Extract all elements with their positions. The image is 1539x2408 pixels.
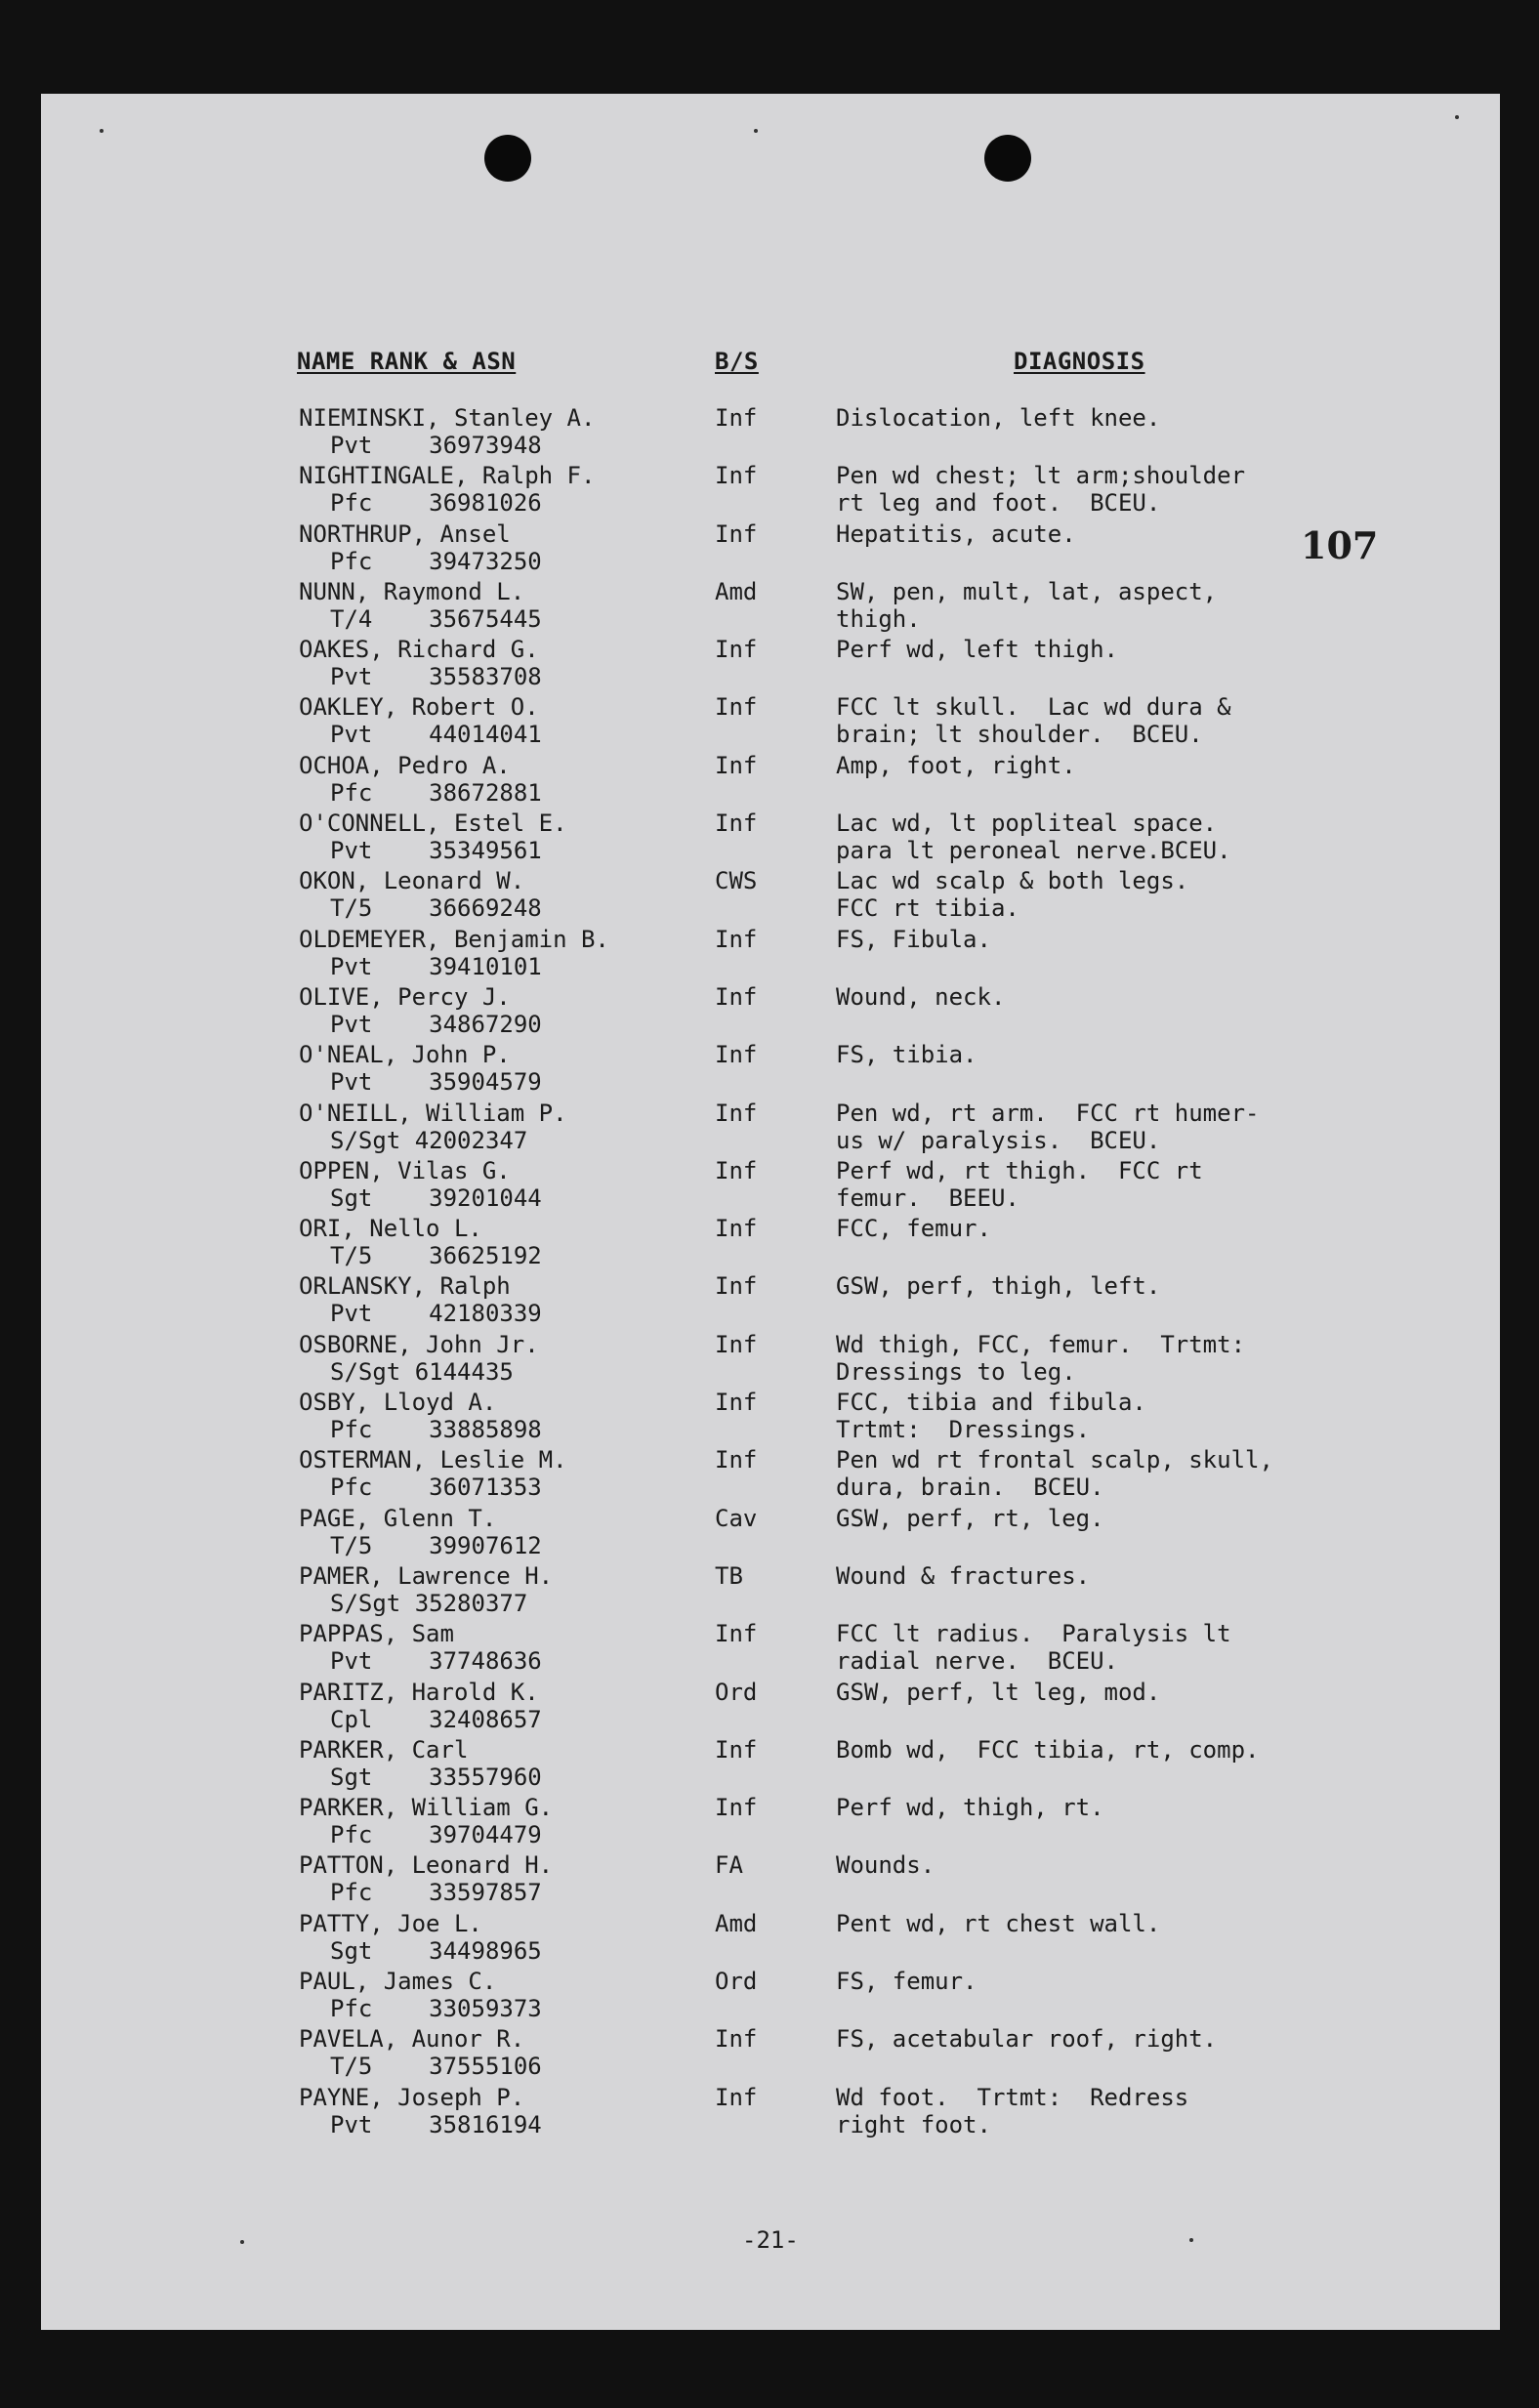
entry-name: NORTHRUP, Ansel bbox=[299, 519, 511, 548]
entry-diagnosis-line2: rt leg and foot. BCEU. bbox=[836, 489, 1161, 518]
roster-entry bbox=[41, 1505, 1500, 1562]
roster-entry bbox=[41, 520, 1500, 578]
entry-rank-asn: Pvt 42180339 bbox=[330, 1300, 542, 1328]
entry-branch: Inf bbox=[715, 1389, 758, 1417]
entry-diagnosis-line1: Wound & fractures. bbox=[836, 1561, 1091, 1590]
entry-rank-asn: Pfc 39473250 bbox=[330, 547, 542, 575]
entry-name: PATTY, Joe L. bbox=[299, 1909, 482, 1937]
entry-rank-asn: S/Sgt 6144435 bbox=[330, 1357, 514, 1386]
entry-name: PAUL, James C. bbox=[299, 1968, 497, 1996]
entry-branch: Inf bbox=[715, 810, 758, 838]
entry-diagnosis-line1: GSW, perf, thigh, left. bbox=[836, 1272, 1161, 1301]
column-header-bs: B/S bbox=[715, 348, 759, 375]
entry-branch: Inf bbox=[715, 1272, 758, 1301]
roster-entry bbox=[41, 1910, 1500, 1968]
speck bbox=[240, 2240, 244, 2244]
roster-entry bbox=[41, 1272, 1500, 1330]
roster-entry bbox=[41, 1446, 1500, 1504]
entry-rank-asn: Pvt 36973948 bbox=[330, 432, 542, 459]
entry-rank-asn: Cpl 32408657 bbox=[330, 1705, 542, 1733]
entry-diagnosis-line1: Wounds. bbox=[836, 1851, 936, 1880]
entry-diagnosis-line1: Perf wd, left thigh. bbox=[836, 636, 1118, 664]
entry-branch: Inf bbox=[715, 1794, 758, 1822]
entry-diagnosis-line2: right foot. bbox=[836, 2110, 991, 2138]
entry-diagnosis-line2: FCC rt tibia. bbox=[836, 894, 1019, 923]
entry-branch: Inf bbox=[715, 1156, 758, 1184]
entry-branch: Inf bbox=[715, 636, 758, 664]
entry-branch: Cav bbox=[715, 1504, 758, 1532]
entry-diagnosis-line1: FCC, femur. bbox=[836, 1215, 991, 1243]
entry-name: ORLANSKY, Ralph bbox=[299, 1272, 511, 1301]
page-stamp-number: 107 bbox=[1301, 523, 1379, 567]
entry-name: NIEMINSKI, Stanley A. bbox=[299, 404, 596, 432]
entry-diagnosis-line1: FS, acetabular roof, right. bbox=[836, 2025, 1218, 2054]
entry-diagnosis-line1: Perf wd, rt thigh. FCC rt bbox=[836, 1156, 1203, 1184]
entry-rank-asn: Pfc 33885898 bbox=[330, 1416, 542, 1444]
entry-name: PAMER, Lawrence H. bbox=[299, 1561, 554, 1590]
roster-entry bbox=[41, 926, 1500, 983]
entry-rank-asn: Pvt 39410101 bbox=[330, 952, 542, 980]
roster-entry bbox=[41, 1736, 1500, 1794]
entry-rank-asn: Pfc 36071353 bbox=[330, 1474, 542, 1502]
entry-branch: Inf bbox=[715, 693, 758, 722]
entry-name: O'CONNELL, Estel E. bbox=[299, 810, 567, 838]
entry-rank-asn: T/4 35675445 bbox=[330, 604, 542, 633]
entry-diagnosis-line2: us w/ paralysis. BCEU. bbox=[836, 1126, 1161, 1154]
speck bbox=[1189, 2238, 1193, 2242]
entry-rank-asn: Pvt 34867290 bbox=[330, 1010, 542, 1038]
entry-diagnosis-line1: FS, tibia. bbox=[836, 1041, 977, 1069]
speck bbox=[100, 129, 104, 133]
entry-branch: Inf bbox=[715, 925, 758, 953]
roster-entry bbox=[41, 1215, 1500, 1272]
entry-diagnosis-line2: Trtmt: Dressings. bbox=[836, 1416, 1091, 1444]
roster-list bbox=[41, 404, 1500, 2141]
entry-diagnosis-line2: Dressings to leg. bbox=[836, 1357, 1076, 1386]
entry-diagnosis-line1: Lac wd, lt popliteal space. bbox=[836, 810, 1218, 838]
entry-diagnosis-line1: Lac wd scalp & both legs. bbox=[836, 867, 1189, 895]
speck bbox=[1455, 115, 1459, 119]
entry-diagnosis-line1: Hepatitis, acute. bbox=[836, 519, 1076, 548]
entry-diagnosis-line2: brain; lt shoulder. BCEU. bbox=[836, 721, 1203, 749]
entry-rank-asn: Pvt 35583708 bbox=[330, 663, 542, 691]
roster-entry bbox=[41, 983, 1500, 1041]
entry-rank-asn: Pfc 38672881 bbox=[330, 778, 542, 807]
entry-name: OAKLEY, Robert O. bbox=[299, 693, 539, 722]
entry-branch: Inf bbox=[715, 751, 758, 779]
roster-entry bbox=[41, 1851, 1500, 1909]
entry-rank-asn: Pvt 35349561 bbox=[330, 837, 542, 865]
entry-name: O'NEILL, William P. bbox=[299, 1099, 567, 1127]
entry-name: OLDEMEYER, Benjamin B. bbox=[299, 925, 609, 953]
roster-entry bbox=[41, 404, 1500, 462]
entry-name: NIGHTINGALE, Ralph F. bbox=[299, 462, 596, 490]
roster-entry bbox=[41, 2025, 1500, 2083]
entry-diagnosis-line2: dura, brain. BCEU. bbox=[836, 1474, 1104, 1502]
page-number: -21- bbox=[742, 2226, 799, 2254]
roster-entry bbox=[41, 462, 1500, 519]
entry-diagnosis-line1: Pen wd chest; lt arm;shoulder bbox=[836, 462, 1246, 490]
entry-diagnosis-line1: GSW, perf, rt, leg. bbox=[836, 1504, 1104, 1532]
entry-rank-asn: T/5 36669248 bbox=[330, 894, 542, 923]
entry-branch: Ord bbox=[715, 1968, 758, 1996]
roster-entry bbox=[41, 1620, 1500, 1678]
entry-branch: FA bbox=[715, 1851, 743, 1880]
punch-hole-right bbox=[984, 135, 1031, 182]
entry-branch: Inf bbox=[715, 1215, 758, 1243]
roster-entry bbox=[41, 1562, 1500, 1620]
entry-name: OSTERMAN, Leslie M. bbox=[299, 1446, 567, 1474]
entry-rank-asn: Pvt 37748636 bbox=[330, 1647, 542, 1676]
entry-diagnosis-line1: Bomb wd, FCC tibia, rt, comp. bbox=[836, 1735, 1260, 1764]
roster-entry bbox=[41, 1331, 1500, 1389]
entry-diagnosis-line1: Wound, neck. bbox=[836, 982, 1006, 1011]
entry-name: OAKES, Richard G. bbox=[299, 636, 539, 664]
entry-diagnosis-line1: SW, pen, mult, lat, aspect, bbox=[836, 577, 1218, 605]
roster-entry bbox=[41, 810, 1500, 867]
entry-diagnosis-line1: FCC, tibia and fibula. bbox=[836, 1389, 1146, 1417]
entry-rank-asn: Pvt 44014041 bbox=[330, 721, 542, 749]
entry-branch: Inf bbox=[715, 404, 758, 432]
entry-rank-asn: Pfc 33059373 bbox=[330, 1995, 542, 2023]
entry-name: OSBORNE, John Jr. bbox=[299, 1330, 539, 1358]
entry-diagnosis-line1: Wd thigh, FCC, femur. Trtmt: bbox=[836, 1330, 1246, 1358]
roster-entry bbox=[41, 1389, 1500, 1446]
entry-name: PAPPAS, Sam bbox=[299, 1620, 454, 1648]
entry-rank-asn: Sgt 39201044 bbox=[330, 1183, 542, 1212]
entry-diagnosis-line1: Pen wd, rt arm. FCC rt humer- bbox=[836, 1099, 1260, 1127]
entry-name: NUNN, Raymond L. bbox=[299, 577, 525, 605]
entry-diagnosis-line1: FCC lt skull. Lac wd dura & bbox=[836, 693, 1231, 722]
entry-name: OLIVE, Percy J. bbox=[299, 982, 511, 1011]
column-header-diagnosis: DIAGNOSIS bbox=[1014, 348, 1145, 375]
entry-branch: Ord bbox=[715, 1678, 758, 1706]
entry-name: PAGE, Glenn T. bbox=[299, 1504, 497, 1532]
entry-branch: Amd bbox=[715, 1909, 758, 1937]
entry-rank-asn: T/5 36625192 bbox=[330, 1242, 542, 1270]
entry-diagnosis-line1: Perf wd, thigh, rt. bbox=[836, 1794, 1104, 1822]
entry-rank-asn: T/5 39907612 bbox=[330, 1531, 542, 1559]
entry-name: PAVELA, Aunor R. bbox=[299, 2025, 525, 2054]
entry-name: PATTON, Leonard H. bbox=[299, 1851, 554, 1880]
entry-branch: Inf bbox=[715, 519, 758, 548]
entry-branch: Inf bbox=[715, 1735, 758, 1764]
entry-rank-asn: Pfc 39704479 bbox=[330, 1821, 542, 1849]
entry-branch: Inf bbox=[715, 982, 758, 1011]
entry-rank-asn: T/5 37555106 bbox=[330, 2053, 542, 2081]
entry-diagnosis-line1: Dislocation, left knee. bbox=[836, 404, 1161, 432]
entry-rank-asn: S/Sgt 35280377 bbox=[330, 1589, 528, 1617]
entry-rank-asn: Sgt 33557960 bbox=[330, 1763, 542, 1791]
roster-entry bbox=[41, 752, 1500, 810]
entry-name: ORI, Nello L. bbox=[299, 1215, 482, 1243]
entry-branch: Inf bbox=[715, 1330, 758, 1358]
entry-name: OSBY, Lloyd A. bbox=[299, 1389, 497, 1417]
speck bbox=[754, 129, 758, 133]
entry-name: OPPEN, Vilas G. bbox=[299, 1156, 511, 1184]
entry-branch: Inf bbox=[715, 2083, 758, 2111]
entry-name: OCHOA, Pedro A. bbox=[299, 751, 511, 779]
entry-diagnosis-line2: para lt peroneal nerve.BCEU. bbox=[836, 837, 1231, 865]
entry-diagnosis-line1: FCC lt radius. Paralysis lt bbox=[836, 1620, 1231, 1648]
entry-diagnosis-line1: Wd foot. Trtmt: Redress bbox=[836, 2083, 1189, 2111]
punch-hole-left bbox=[484, 135, 531, 182]
entry-diagnosis-line1: FS, femur. bbox=[836, 1968, 977, 1996]
entry-name: PARITZ, Harold K. bbox=[299, 1678, 539, 1706]
roster-entry bbox=[41, 693, 1500, 751]
roster-entry bbox=[41, 867, 1500, 925]
entry-rank-asn: Sgt 34498965 bbox=[330, 1936, 542, 1965]
entry-branch: Amd bbox=[715, 577, 758, 605]
roster-entry bbox=[41, 636, 1500, 693]
entry-branch: Inf bbox=[715, 462, 758, 490]
entry-diagnosis-line2: radial nerve. BCEU. bbox=[836, 1647, 1118, 1676]
entry-name: PAYNE, Joseph P. bbox=[299, 2083, 525, 2111]
entry-name: PARKER, Carl bbox=[299, 1735, 469, 1764]
document-page bbox=[41, 94, 1500, 2330]
entry-name: O'NEAL, John P. bbox=[299, 1041, 511, 1069]
entry-name: OKON, Leonard W. bbox=[299, 867, 525, 895]
entry-branch: Inf bbox=[715, 1041, 758, 1069]
entry-branch: Inf bbox=[715, 1620, 758, 1648]
roster-entry bbox=[41, 1100, 1500, 1157]
entry-diagnosis-line1: FS, Fibula. bbox=[836, 925, 991, 953]
entry-rank-asn: Pvt 35904579 bbox=[330, 1068, 542, 1097]
entry-diagnosis-line1: Pen wd rt frontal scalp, skull, bbox=[836, 1446, 1273, 1474]
roster-entry bbox=[41, 578, 1500, 636]
entry-branch: Inf bbox=[715, 1099, 758, 1127]
roster-entry bbox=[41, 1968, 1500, 2025]
entry-branch: TB bbox=[715, 1561, 743, 1590]
entry-branch: Inf bbox=[715, 1446, 758, 1474]
entry-diagnosis-line2: femur. BEEU. bbox=[836, 1183, 1019, 1212]
entry-branch: Inf bbox=[715, 2025, 758, 2054]
roster-entry bbox=[41, 1794, 1500, 1851]
entry-diagnosis-line1: Amp, foot, right. bbox=[836, 751, 1076, 779]
entry-rank-asn: S/Sgt 42002347 bbox=[330, 1126, 528, 1154]
roster-entry bbox=[41, 1679, 1500, 1736]
entry-diagnosis-line1: GSW, perf, lt leg, mod. bbox=[836, 1678, 1161, 1706]
entry-rank-asn: Pfc 36981026 bbox=[330, 489, 542, 518]
entry-diagnosis-line2: thigh. bbox=[836, 604, 921, 633]
roster-entry bbox=[41, 2084, 1500, 2141]
entry-rank-asn: Pfc 33597857 bbox=[330, 1879, 542, 1907]
entry-rank-asn: Pvt 35816194 bbox=[330, 2110, 542, 2138]
entry-diagnosis-line1: Pent wd, rt chest wall. bbox=[836, 1909, 1161, 1937]
entry-name: PARKER, William G. bbox=[299, 1794, 554, 1822]
column-header-name: NAME RANK & ASN bbox=[297, 348, 517, 375]
roster-entry bbox=[41, 1041, 1500, 1099]
roster-entry bbox=[41, 1157, 1500, 1215]
entry-branch: CWS bbox=[715, 867, 758, 895]
